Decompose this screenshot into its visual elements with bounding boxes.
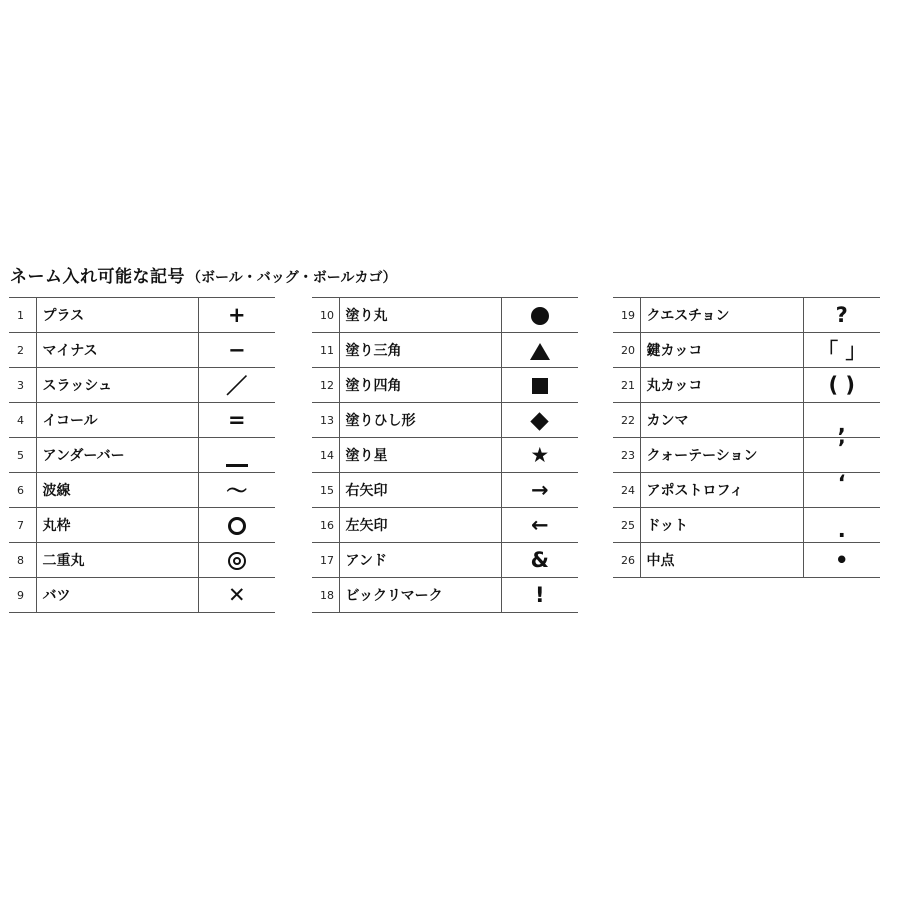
symbol-name: クォーテーション <box>640 438 803 473</box>
symbol-name: ビックリマーク <box>339 578 501 613</box>
row-number: 1 <box>9 298 36 333</box>
row-number: 9 <box>9 578 36 613</box>
filled-square-icon <box>532 378 548 394</box>
table-row <box>9 578 275 613</box>
symbol-glyph-text: 〜 <box>226 479 248 503</box>
table-row <box>613 473 880 508</box>
table-row <box>613 368 880 403</box>
symbol-glyph <box>198 298 275 333</box>
symbol-name: カンマ <box>640 403 803 438</box>
symbol-glyph <box>198 578 275 613</box>
row-number: 20 <box>613 333 640 368</box>
symbol-glyph-text: 「 」 <box>817 339 867 363</box>
symbol-name: 鍵カッコ <box>640 333 803 368</box>
symbol-glyph <box>198 368 275 403</box>
row-number: 11 <box>312 333 339 368</box>
table-row <box>312 333 578 368</box>
symbol-glyph <box>198 473 275 508</box>
symbol-name: プラス <box>36 298 198 333</box>
symbol-glyph-text: + <box>227 303 246 327</box>
symbol-name: 二重丸 <box>36 543 198 578</box>
symbol-name: 塗り三角 <box>339 333 501 368</box>
table-row <box>9 473 275 508</box>
table-row <box>312 403 578 438</box>
symbol-name: マイナス <box>36 333 198 368</box>
row-number: 7 <box>9 508 36 543</box>
row-number: 18 <box>312 578 339 613</box>
symbol-glyph-text: . <box>837 518 846 542</box>
symbol-glyph-text: ! <box>534 583 545 607</box>
row-number: 12 <box>312 368 339 403</box>
symbol-glyph <box>501 368 578 403</box>
symbol-glyph <box>501 403 578 438</box>
double-circle-icon <box>228 552 246 570</box>
row-number: 14 <box>312 438 339 473</box>
table-row <box>9 403 275 438</box>
symbol-glyph <box>198 508 275 543</box>
symbol-glyph <box>803 508 880 543</box>
row-number: 4 <box>9 403 36 438</box>
table-row <box>613 438 880 473</box>
table-row <box>613 298 880 333</box>
page-subtitle: （ボール・バッグ・ボールカゴ） <box>187 270 397 286</box>
row-number: 13 <box>312 403 339 438</box>
symbol-glyph <box>803 333 880 368</box>
symbol-name: アンド <box>339 543 501 578</box>
symbol-name: 丸枠 <box>36 508 198 543</box>
row-number: 19 <box>613 298 640 333</box>
symbol-name: イコール <box>36 403 198 438</box>
symbol-glyph-text: ← <box>530 513 549 537</box>
symbol-glyph <box>803 473 880 508</box>
table-row <box>9 298 275 333</box>
ring-icon <box>228 517 246 535</box>
symbol-name: 塗り丸 <box>339 298 501 333</box>
symbol-glyph-text: = <box>227 408 246 432</box>
filled-triangle-icon <box>530 343 550 360</box>
symbol-table-1 <box>9 297 275 613</box>
symbol-glyph <box>501 333 578 368</box>
table-row <box>312 578 578 613</box>
symbol-glyph-text: ( ) <box>828 373 855 397</box>
symbol-glyph-text: ’ <box>837 436 846 460</box>
row-number: 16 <box>312 508 339 543</box>
symbol-table-3 <box>613 297 880 578</box>
table-row <box>312 368 578 403</box>
symbol-glyph <box>501 508 578 543</box>
symbol-name: アンダーバー <box>36 438 198 473</box>
table-row <box>312 473 578 508</box>
symbol-glyph <box>803 438 880 473</box>
symbol-glyph <box>803 403 880 438</box>
symbol-glyph-text: ‘ <box>837 471 846 495</box>
table-row <box>613 333 880 368</box>
symbol-name: 左矢印 <box>339 508 501 543</box>
row-number: 17 <box>312 543 339 578</box>
row-number: 25 <box>613 508 640 543</box>
symbol-name: ドット <box>640 508 803 543</box>
table-row <box>9 368 275 403</box>
row-number: 22 <box>613 403 640 438</box>
symbol-glyph-text: ★ <box>530 443 550 467</box>
symbol-glyph-text: ／ <box>226 374 248 398</box>
symbol-glyph-text: , <box>837 413 846 437</box>
row-number: 15 <box>312 473 339 508</box>
symbol-name: クエスチョン <box>640 298 803 333</box>
symbol-glyph <box>198 403 275 438</box>
table-row <box>613 508 880 543</box>
symbol-name: スラッシュ <box>36 368 198 403</box>
symbol-glyph <box>501 578 578 613</box>
symbol-glyph <box>198 333 275 368</box>
symbol-name: 塗りひし形 <box>339 403 501 438</box>
row-number: 2 <box>9 333 36 368</box>
row-number: 26 <box>613 543 640 578</box>
row-number: 8 <box>9 543 36 578</box>
row-number: 21 <box>613 368 640 403</box>
symbol-glyph-text: & <box>530 548 549 572</box>
page-title: ネーム入れ可能な記号 <box>10 267 185 287</box>
table-row <box>312 438 578 473</box>
symbol-glyph <box>198 438 275 473</box>
symbol-glyph-text: ? <box>835 303 848 327</box>
table-row <box>9 333 275 368</box>
symbol-glyph <box>803 368 880 403</box>
symbol-glyph-text: • <box>835 548 849 572</box>
filled-circle-icon <box>531 307 549 325</box>
underscore-icon <box>226 464 248 467</box>
symbol-name: 中点 <box>640 543 803 578</box>
symbol-name: 波線 <box>36 473 198 508</box>
symbol-glyph-text: → <box>530 478 549 502</box>
row-number: 3 <box>9 368 36 403</box>
symbol-name: 塗り星 <box>339 438 501 473</box>
table-row <box>312 543 578 578</box>
symbol-name: バツ <box>36 578 198 613</box>
symbol-name: 丸カッコ <box>640 368 803 403</box>
row-number: 10 <box>312 298 339 333</box>
table-row <box>9 508 275 543</box>
symbol-glyph <box>501 438 578 473</box>
page-heading <box>10 262 396 290</box>
table-row <box>613 543 880 578</box>
symbol-glyph-text: ✕ <box>227 583 246 607</box>
symbol-glyph <box>803 298 880 333</box>
table-row <box>312 298 578 333</box>
row-number: 23 <box>613 438 640 473</box>
symbol-glyph <box>803 543 880 578</box>
symbol-name: 右矢印 <box>339 473 501 508</box>
table-row <box>613 403 880 438</box>
symbol-table-2 <box>312 297 578 613</box>
symbol-name: アポストロフィ <box>640 473 803 508</box>
table-row <box>312 508 578 543</box>
table-row <box>9 543 275 578</box>
symbol-glyph <box>501 298 578 333</box>
symbol-name: 塗り四角 <box>339 368 501 403</box>
symbol-glyph <box>501 473 578 508</box>
symbol-glyph-text: − <box>227 338 246 362</box>
symbol-glyph <box>198 543 275 578</box>
row-number: 5 <box>9 438 36 473</box>
row-number: 24 <box>613 473 640 508</box>
symbol-glyph <box>501 543 578 578</box>
filled-diamond-icon <box>531 412 549 430</box>
row-number: 6 <box>9 473 36 508</box>
table-row <box>9 438 275 473</box>
